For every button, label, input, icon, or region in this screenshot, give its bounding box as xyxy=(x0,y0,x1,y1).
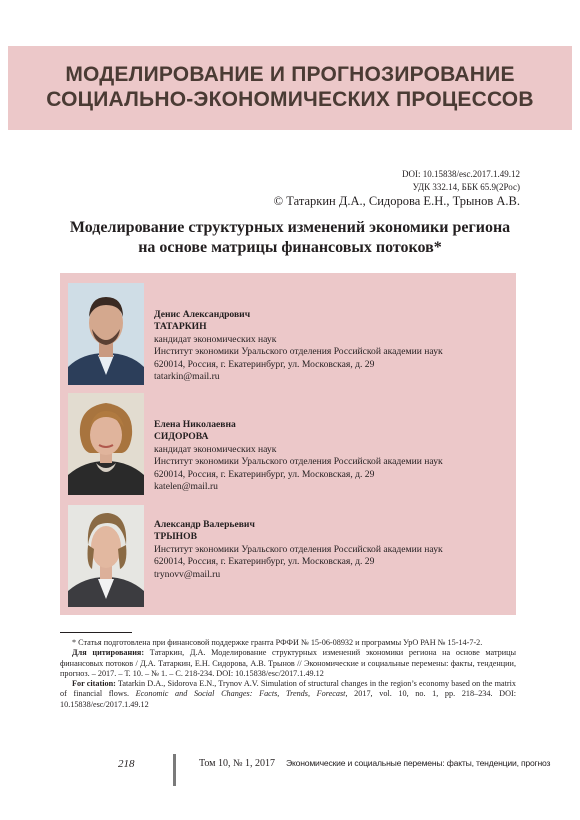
footer-divider xyxy=(173,754,176,786)
doi: DOI: 10.15838/esc.2017.1.49.12 xyxy=(402,169,520,179)
author-first-name: Александр Валерьевич xyxy=(154,519,255,530)
author-first-name: Елена Николаевна xyxy=(154,419,236,430)
citation-en-label: For citation: xyxy=(72,679,116,689)
citation-en-rest: , 2017, vol. 10, no. 1, pp. 218–234. DOI: 10.15838/esc/2017.1.49.12 xyxy=(60,689,516,709)
author-card xyxy=(60,495,516,603)
citation-ru-text: Татаркин, Д.А. Моделирование структурных изменений экономики региона на основе матрицы финансовых потоков / Д.А. Татаркин, Е.Н. Сидорова, А.В. Трынов // Экономические и социальные перемены: факты, тенденции, прогноз. – 2017. – Т. 10. – № 1. – С. 218-234. DOI: 10.15838/esc/2017.1.49.12 xyxy=(60,648,516,678)
article-title-line1: Моделирование структурных изменений экономики региона xyxy=(69,219,511,236)
author-email[interactable]: katelen@mail.ru xyxy=(154,481,218,493)
section-title xyxy=(8,62,572,112)
section-title-line2: СОЦИАЛЬНО-ЭКОНОМИЧЕСКИХ ПРОЦЕССОВ xyxy=(46,88,534,111)
author-photo xyxy=(68,393,144,495)
footnote-rule xyxy=(60,632,132,633)
author-photo xyxy=(68,505,144,607)
citation-ru-label: Для цитирования: xyxy=(72,648,145,658)
author-email[interactable]: trynovv@mail.ru xyxy=(154,568,221,580)
author-first-name: Денис Александрович xyxy=(154,309,251,320)
citation-en xyxy=(60,679,516,710)
journal-name: Экономические и социальные перемены: факты, тенденции, прогноз xyxy=(286,758,551,768)
grant-footnote: * Статья подготовлена при финансовой поддержке гранта РФФИ № 15-06-08932 и программы УрО РАН № 15-14-7-2. xyxy=(72,638,483,647)
section-title-line1: МОДЕЛИРОВАНИЕ И ПРОГНОЗИРОВАНИЕ xyxy=(65,63,515,86)
author-surname: ТРЫНОВ xyxy=(154,531,198,543)
page-number: 218 xyxy=(118,758,135,770)
udk: УДК 332.14, ББК 65.9(2Рос) xyxy=(412,181,520,192)
citation-en-text: Tatarkin D.A., Sidorova E.N., Trynov A.V. Simulation of structural changes in the region’s economy based on the matrix of financial flows. xyxy=(60,679,517,699)
issue-info: Том 10, № 1, 2017 xyxy=(199,758,276,769)
author-degree: кандидат экономических наук xyxy=(154,443,277,455)
author-card xyxy=(60,273,516,381)
author-photo xyxy=(68,283,144,385)
author-degree: кандидат экономических наук xyxy=(154,333,277,345)
author-info xyxy=(154,309,443,383)
author-institute: Институт экономики Уральского отделения Российской академии наук xyxy=(154,456,443,468)
author-surname: СИДОРОВА xyxy=(154,431,209,443)
author-address: 620014, Россия, г. Екатеринбург, ул. Московская, д. 29 xyxy=(154,358,375,370)
author-address: 620014, Россия, г. Екатеринбург, ул. Московская, д. 29 xyxy=(154,468,375,480)
author-email[interactable]: tatarkin@mail.ru xyxy=(154,371,220,383)
citation-ru xyxy=(60,648,516,679)
author-card xyxy=(60,383,516,491)
article-title xyxy=(40,218,540,258)
author-info xyxy=(154,519,443,581)
page-footer xyxy=(0,756,580,786)
author-institute: Институт экономики Уральского отделения Российской академии наук xyxy=(154,543,443,555)
author-institute: Институт экономики Уральского отделения Российской академии наук xyxy=(154,346,443,358)
article-meta xyxy=(274,168,520,209)
citation-en-journal: Economic and Social Changes: Facts, Trends, Forecast xyxy=(135,689,346,699)
authors-panel xyxy=(60,273,516,615)
section-banner xyxy=(8,46,572,130)
article-title-line2: на основе матрицы финансовых потоков* xyxy=(138,239,442,256)
footnotes xyxy=(60,632,516,710)
author-info xyxy=(154,419,443,493)
author-address: 620014, Россия, г. Екатеринбург, ул. Московская, д. 29 xyxy=(154,556,375,568)
copyright: © Татаркин Д.А., Сидорова Е.Н., Трынов А.В. xyxy=(273,194,520,208)
author-surname: ТАТАРКИН xyxy=(154,321,207,333)
